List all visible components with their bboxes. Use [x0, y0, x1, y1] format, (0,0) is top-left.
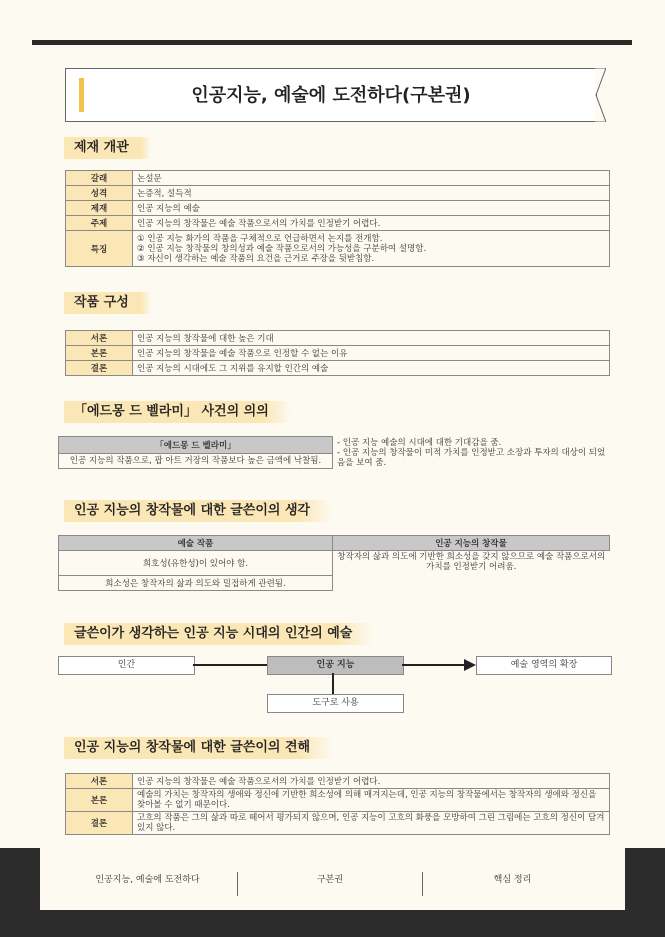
footer — [60, 872, 600, 892]
footer-divider — [237, 872, 238, 896]
opinion-head-ai: 인공 지능의 창작물 — [333, 536, 610, 551]
section-heading-human-art: 글쓴이가 생각하는 인공 지능 시대의 인간의 예술 — [64, 623, 374, 645]
feature-line: ② 인공 지능 창작물의 창의성과 예술 작품으로서의 가능성을 구분하여 설명함. — [137, 243, 427, 254]
opinion-head-art: 예술 작품 — [59, 536, 333, 551]
row-label: 결론 — [66, 812, 133, 835]
row-label: 서론 — [66, 774, 133, 789]
table-row — [66, 361, 610, 376]
row-value: 인공 지능의 창작물을 예술 작품으로 인정할 수 없는 이유 — [133, 346, 610, 361]
connector-line — [193, 664, 267, 666]
section-heading-overview: 제재 개관 — [64, 137, 151, 159]
table-row — [59, 437, 611, 454]
row-value: 논증적, 설득적 — [133, 186, 610, 201]
event-header: 「에드몽 드 벨라미」 — [59, 437, 333, 454]
event-table — [58, 436, 610, 469]
row-label: 주제 — [66, 216, 133, 231]
table-row — [66, 231, 610, 267]
connector-line-vertical — [332, 673, 334, 695]
footer-author: 구본권 — [316, 875, 344, 885]
row-label: 결론 — [66, 361, 133, 376]
row-value — [133, 231, 610, 267]
row-label: 제재 — [66, 201, 133, 216]
table-row — [66, 331, 610, 346]
section-heading-opinion: 인공 지능의 창작물에 대한 글쓴이의 생각 — [64, 500, 332, 522]
diagram-tool-box: 도구로 사용 — [267, 694, 404, 713]
diagram-ai-box: 인공 지능 — [267, 656, 404, 675]
table-row — [66, 216, 610, 231]
table-row — [66, 186, 610, 201]
opinion-art-scarcity: 희소성은 창작자의 삶과 의도와 밀접하게 관련됨. — [59, 576, 333, 591]
table-row — [59, 551, 610, 576]
arrow-head-icon — [464, 659, 476, 671]
row-label: 본론 — [66, 346, 133, 361]
diagram-human-box: 인간 — [58, 656, 195, 675]
section-heading-structure: 작품 구성 — [64, 292, 151, 314]
diagram-expand-box: 예술 영역의 확장 — [476, 656, 612, 675]
feature-line: ③ 자신이 생각하는 예술 작품의 요건을 근거로 주장을 뒷받침함. — [137, 253, 375, 264]
row-label: 본론 — [66, 789, 133, 812]
title-notch-decoration — [586, 68, 606, 122]
row-value: 인공 지능의 시대에도 그 지위를 유지할 인간의 예술 — [133, 361, 610, 376]
row-value: 인공 지능의 예술 — [133, 201, 610, 216]
row-value: 논설문 — [133, 171, 610, 186]
event-significance — [333, 437, 611, 469]
row-label: 성격 — [66, 186, 133, 201]
significance-line: - 인공 지능 예술의 시대에 대한 기대감을 줌. — [337, 437, 502, 448]
table-row — [66, 774, 610, 789]
row-label: 특징 — [66, 231, 133, 267]
structure-table — [65, 330, 610, 376]
event-description: 인공 지능의 작품으로, 팝 아트 거장의 작품보다 높은 금액에 낙찰됨. — [59, 454, 333, 469]
section-heading-view: 인공 지능의 창작물에 대한 글쓴이의 견해 — [64, 737, 332, 759]
row-value: 고흐의 작품은 그의 삶과 따로 떼어서 평가되지 않으며, 인공 지능이 고흐의 화풍을 모방하여 그린 그림에는 고흐의 정신이 담겨 있지 않다. — [133, 812, 610, 835]
significance-line: - 인공 지능의 창작물이 미적 가치를 인정받고 소장과 투자의 대상이 되었음을 보여 줌. — [337, 447, 606, 468]
row-value: 예술의 가치는 창작자의 생애와 정신에 기반한 희소성에 의해 매겨지는데, 인공 지능의 창작물에서는 창작자의 생애와 정신을 찾아볼 수 없기 때문이다. — [133, 789, 610, 812]
section-heading-event: 「에드몽 드 벨라미」 사건의 의의 — [64, 401, 291, 423]
feature-line: ① 인공 지능 화가의 작품을 구체적으로 언급하면서 논지를 전개함. — [137, 233, 383, 244]
table-row — [66, 346, 610, 361]
table-row — [66, 789, 610, 812]
opinion-ai-reason: 창작자의 삶과 의도에 기반한 희소성을 갖지 않으므로 예술 작품으로서의 가치를 인정받기 어려움. — [337, 552, 606, 572]
table-row — [59, 536, 610, 551]
row-value: 인공 지능의 창작물은 예술 작품으로서의 가치를 인정받기 어렵다. — [133, 216, 610, 231]
arrow-line — [402, 664, 468, 666]
table-row — [66, 812, 610, 835]
title-box — [65, 68, 597, 122]
footer-divider — [422, 872, 423, 896]
row-label: 갈래 — [66, 171, 133, 186]
row-value: 인공 지능의 창작물에 대한 높은 기대 — [133, 331, 610, 346]
overview-table — [65, 170, 610, 267]
row-value: 인공 지능의 창작물은 예술 작품으로서의 가치를 인정받기 어렵다. — [133, 774, 610, 789]
opinion-art-condition: 희호성(유한성)이 있어야 함. — [59, 551, 333, 576]
top-rule — [32, 40, 632, 45]
view-table — [65, 773, 610, 835]
table-row — [66, 201, 610, 216]
footer-section-name: 핵심 정리 — [493, 875, 532, 885]
footer-title: 인공지능, 예술에 도전하다 — [95, 875, 200, 885]
row-label: 서론 — [66, 331, 133, 346]
opinion-table — [58, 535, 610, 591]
page-title: 인공지능, 예술에 도전하다(구본권) — [191, 85, 471, 106]
table-row — [66, 171, 610, 186]
